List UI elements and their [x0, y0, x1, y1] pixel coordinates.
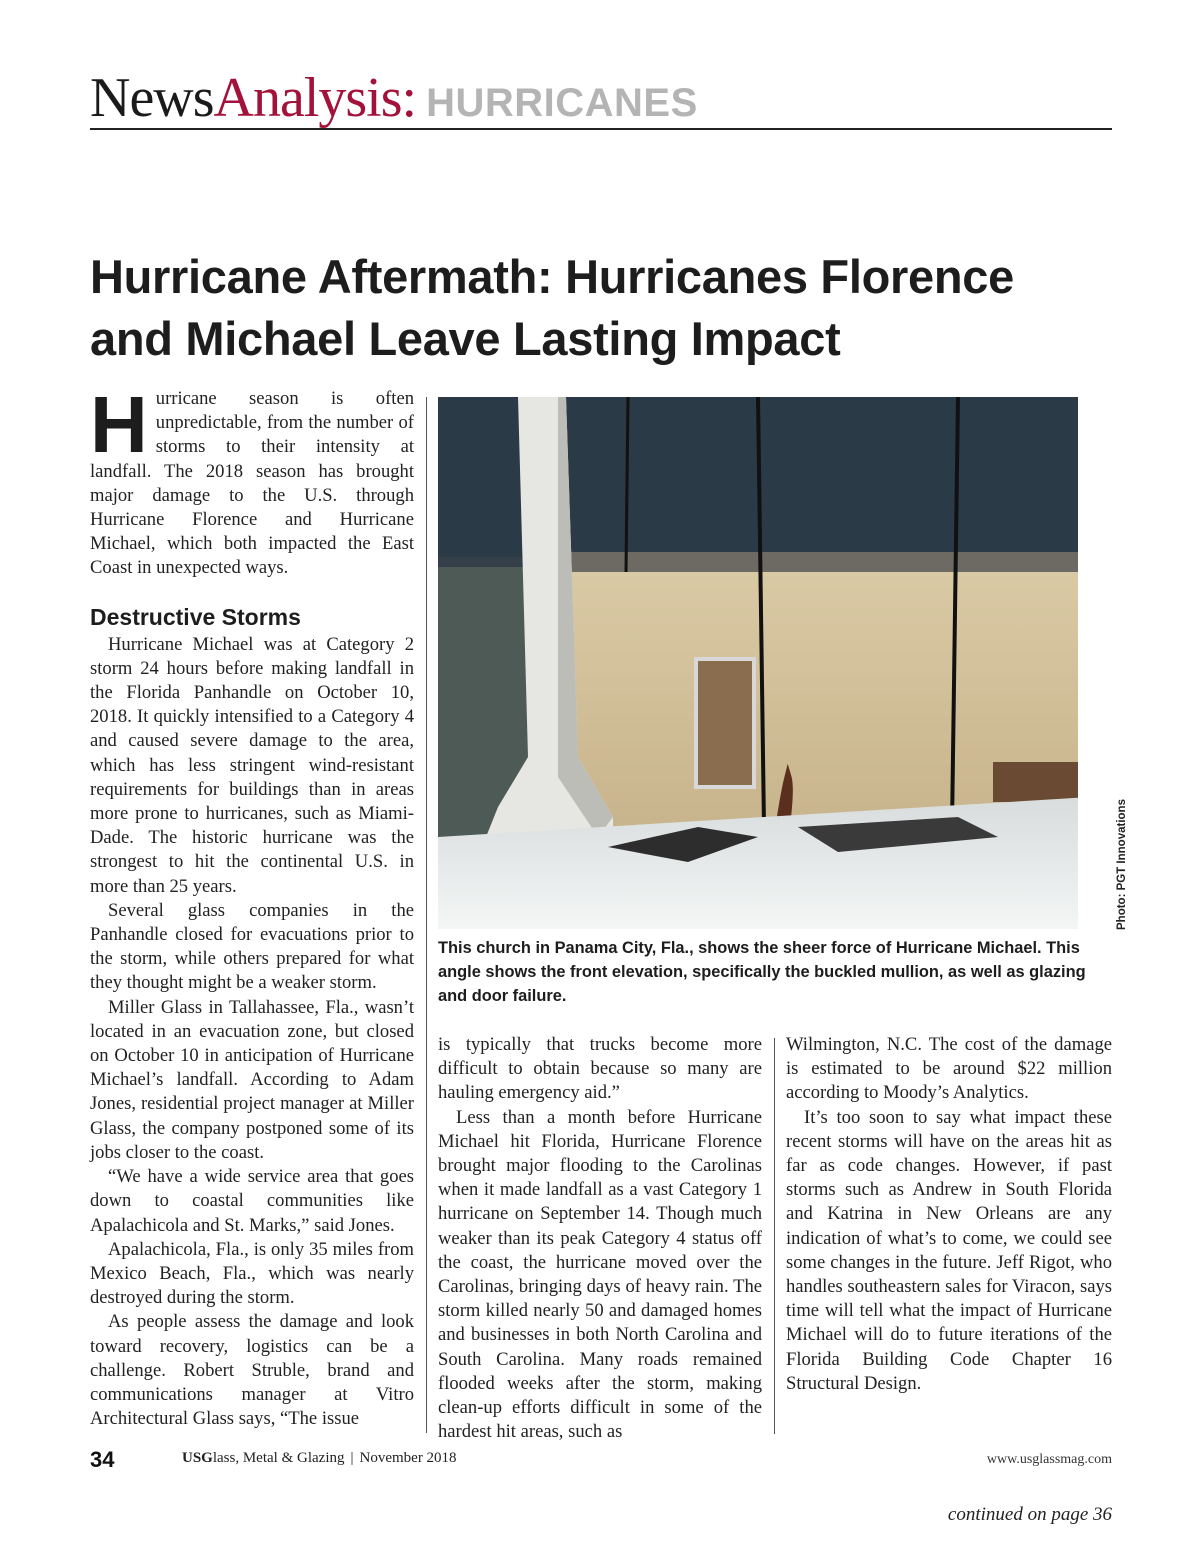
body-paragraph: Less than a month before Hurricane Michael hit Florida, Hurricane Florence brought major flooding to the Carolinas when it made landfall as a vast Category 1 hurricane on September 14. Though much weaker than its peak Category 4 status off the coast, the hurricane moved over the Carolinas, bringing days of heavy rain. The storm killed nearly 50 and damaged homes and businesses in both North Carolina and South Carolina. Many roads remained flooded weeks after the storm, making clean-up efforts difficult in some of the hardest hit areas, such as: [438, 1106, 762, 1443]
website-url: www.usglassmag.com: [986, 1452, 1112, 1467]
article-column-3: [786, 1033, 1112, 1396]
headline-line-2: and Michael Leave Lasting Impact: [90, 312, 841, 365]
body-paragraph: Miller Glass in Tallahassee, Fla., wasn’t located in an evacuation zone, but closed on October 10 in anticipation of Hurricane Michael’s landfall. According to Adam Jones, residential project manager at Miller Glass, the company postponed some of its jobs closer to the coast.: [90, 996, 414, 1163]
masthead: [90, 66, 1112, 130]
hurricane-damage-photo: [438, 397, 1090, 929]
body-paragraph: Apalachicola, Fla., is only 35 miles from Mexico Beach, Fla., which was nearly destroyed during the storm.: [90, 1238, 414, 1309]
page-number: 34: [90, 1447, 115, 1472]
column-divider: [774, 1038, 775, 1434]
publication-title: lass, Metal & Glazing: [212, 1450, 345, 1466]
article-column-1: [90, 380, 414, 1431]
body-paragraph: “We have a wide service area that goes down to coastal communities like Apalachicola and St. Marks,” said Jones.: [90, 1166, 414, 1236]
headline-line-1: Hurricane Aftermath: Hurricanes Florence: [90, 250, 1014, 303]
photo-caption: This church in Panama City, Fla., shows the sheer force of Hurricane Michael. This angle shows the front elevation, specifically the buckled mullion, as well as glazing and door failure.: [438, 939, 1086, 1005]
continued-notice: continued on page 36: [947, 1504, 1112, 1525]
body-paragraph: Several glass companies in the Panhandle closed for evacuations prior to the storm, while others prepared for what they thought might be a weaker storm.: [90, 899, 414, 994]
drop-cap: H: [90, 380, 148, 469]
masthead-analysis: Analysis:: [213, 67, 417, 129]
article-headline: [90, 246, 1120, 370]
body-paragraph: It’s too soon to say what impact these recent storms will have on the areas hit as far as code changes. However, if past storms such as Andrew in South Florida and Katrina in New Orleans are any indication of what’s to come, we could see some changes in the future. Jeff Rigot, who handles southeastern sales for Viracon, says time will tell what the impact of Hurricane Michael will do to future iterations of the Florida Building Code Chapter 16 Structural Design.: [786, 1106, 1112, 1394]
body-paragraph: is typically that trucks become more difficult to obtain because so many are hauling emergency aid.”: [438, 1034, 762, 1104]
publication-name: [182, 1450, 457, 1467]
masthead-news: News: [90, 67, 214, 129]
church-damage-illustration: [438, 397, 1090, 929]
body-paragraph: Hurricane Michael was at Category 2 storm 24 hours before making landfall in the Florida Panhandle on October 10, 2018. It quickly intensified to a Category 4 and caused severe damage to the area, which has less stringent wind-resistant requirements for buildings than in areas more prone to hurricanes, such as Miami-Dade. The historic hurricane was the strongest to hit the continental U.S. in more than 25 years.: [90, 633, 414, 897]
masthead-section: HURRICANES: [426, 81, 698, 125]
intro-text: urricane season is often unpredictable, from the number of storms to their intensity at landfall. The 2018 season has brought major damage to the U.S. through Hurricane Florence and Hurricane Michael, which both impacted the East Coast in unexpected ways.: [90, 388, 414, 579]
column-divider: [426, 397, 427, 1433]
article-column-2: [438, 1033, 762, 1444]
footer-separator: |: [350, 1450, 354, 1466]
subhead-destructive-storms: Destructive Storms: [90, 603, 301, 630]
body-paragraph: As people assess the damage and look toward recovery, logistics can be a challenge. Robert Struble, brand and communications manager at Vitro Architectural Glass says, “The issue: [90, 1311, 414, 1430]
photo-credit: Photo: PGT Innovations: [1116, 799, 1128, 930]
body-paragraph: Wilmington, N.C. The cost of the damage is estimated to be around $22 million according to Moody’s Analytics.: [786, 1034, 1112, 1104]
issue-date: November 2018: [359, 1450, 457, 1466]
intro-paragraph: [90, 380, 414, 581]
publication-brand: USG: [182, 1450, 213, 1466]
